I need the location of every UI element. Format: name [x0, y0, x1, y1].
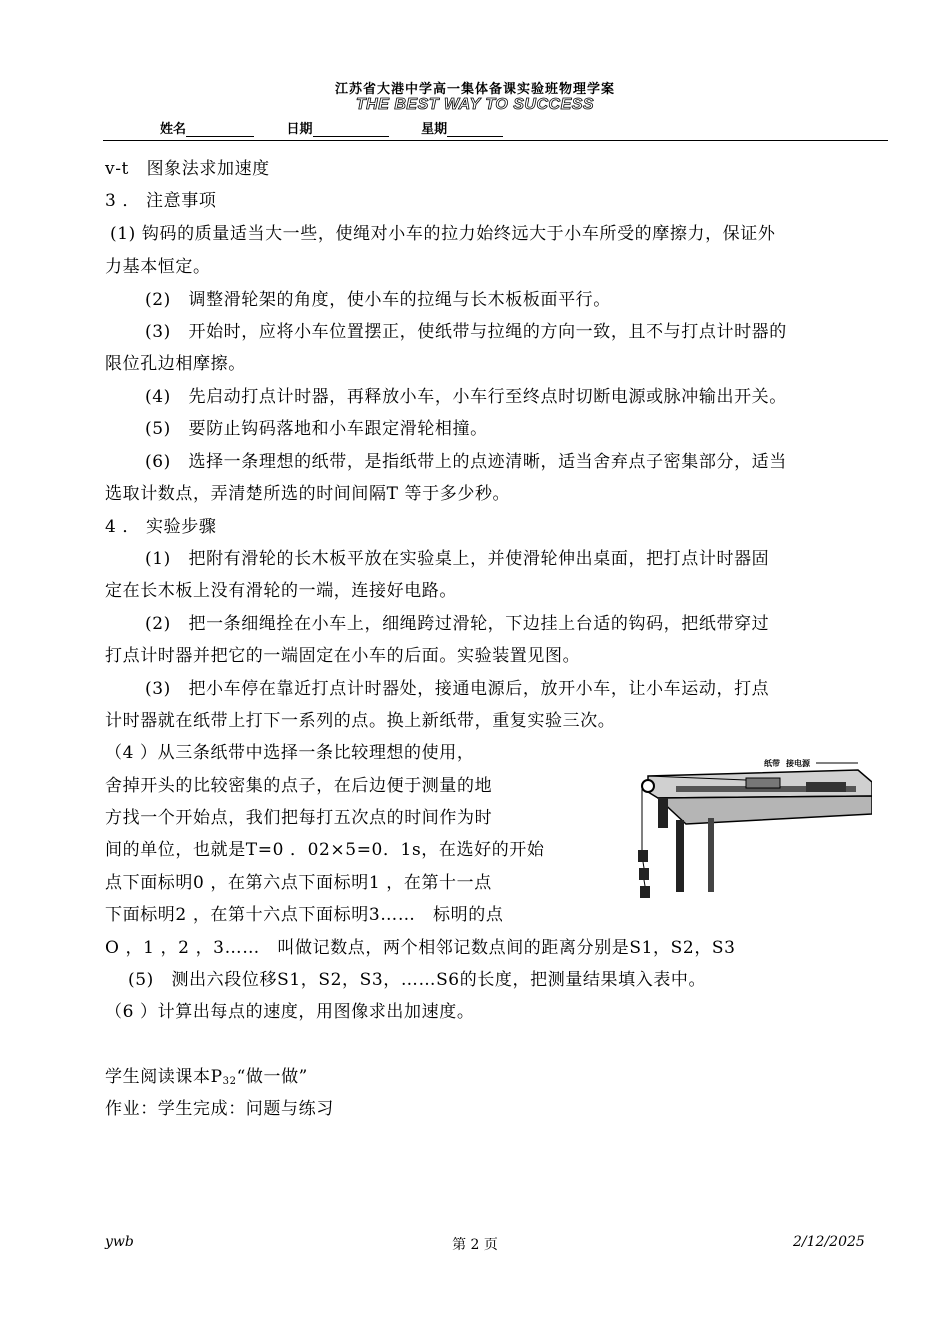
- pulley: [642, 780, 654, 792]
- paragraph-line: 打点计时器并把它的一端固定在小车的后面。实验装置见图。: [105, 646, 581, 666]
- date-label: 日期: [286, 122, 313, 137]
- weekday-blank: [447, 122, 503, 137]
- paragraph-line: (3) 开始时，应将小车位置摆正，使纸带与拉绳的方向一致，且不与打点计时器的: [145, 322, 787, 342]
- footer-date: 2/12/2025: [793, 1234, 865, 1250]
- reading-note-quote: “做一做”: [236, 1067, 308, 1087]
- footer-page-number: 第 2 页: [452, 1237, 498, 1253]
- weight-link: [644, 880, 645, 886]
- header-title: 江苏省大港中学高一集体备课实验班物理学案: [334, 82, 615, 97]
- paragraph-line: 下面标明2 ，在第十六点下面标明3…… 标明的点: [105, 905, 504, 925]
- paragraph-line: (2) 调整滑轮架的角度，使小车的拉绳与长木板板面平行。: [145, 290, 611, 310]
- table-top: [658, 796, 872, 824]
- paragraph-line: (1) 钩码的质量适当大一些，使绳对小车的拉力始终远大于小车所受的摩擦力，保证外: [110, 224, 776, 244]
- paragraph-line: 间的单位，也就是T=0 ．02×5=0．1s，在选好的开始: [105, 840, 545, 860]
- section-heading: 4 ． 实验步骤: [105, 517, 217, 537]
- header-rule: [103, 140, 888, 141]
- paragraph-line: 计时器就在纸带上打下一系列的点。换上新纸带，重复实验三次。: [105, 711, 616, 731]
- paragraph-line: O ，1 ，2 ，3…… 叫做记数点，两个相邻记数点间的距离分别是S1，S2，S3: [105, 938, 736, 958]
- weight-link: [643, 862, 644, 868]
- hook-weight: [639, 868, 649, 880]
- paragraph-line: （4 ）从三条纸带中选择一条比较理想的使用，: [105, 743, 475, 763]
- header-fields: [160, 118, 531, 137]
- paragraph-line: 方找一个开始点，我们把每打五次点的时间作为时: [105, 808, 493, 828]
- table-leg-front: [676, 820, 684, 892]
- hook-weight: [640, 886, 650, 898]
- paragraph-line: (1) 把附有滑轮的长木板平放在实验桌上，并使滑轮伸出桌面，把打点计时器固: [145, 549, 770, 569]
- apparatus-figure: [636, 752, 872, 912]
- footer-author: ywb: [105, 1234, 134, 1250]
- hook-weight: [638, 850, 648, 862]
- reading-note-text: 学生阅读课本P: [105, 1067, 223, 1087]
- paragraph-line: (2) 把一条细绳拴在小车上，细绳跨过滑轮，下边挂上台适的钩码，把纸带穿过: [145, 614, 770, 634]
- paragraph-line: (5) 要防止钩码落地和小车跟定滑轮相撞。: [145, 419, 488, 439]
- paragraph-line: 力基本恒定。: [105, 257, 211, 277]
- paragraph-line: （6 ）计算出每点的速度，用图像求出加速度。: [105, 1002, 475, 1022]
- timer: [806, 782, 846, 792]
- cart: [746, 778, 780, 788]
- table-leg-back: [708, 818, 714, 892]
- header-motto: THE BEST WAY TO SUCCESS: [355, 96, 595, 113]
- section-heading: 3 ． 注意事项: [105, 191, 217, 211]
- reading-note: [105, 1066, 308, 1093]
- figure-label-tape: 纸带: [764, 759, 780, 768]
- paragraph-line: 点下面标明0 ，在第六点下面标明1 ，在第十一点: [105, 873, 492, 893]
- paragraph-line: (6) 选择一条理想的纸带，是指纸带上的点迹清晰，适当舍弃点子密集部分，适当: [145, 452, 787, 472]
- date-blank: [313, 122, 389, 137]
- board-leg: [658, 798, 668, 828]
- paragraph-line: (5) 测出六段位移S1，S2，S3，……S6的长度，把测量结果填入表中。: [128, 970, 707, 990]
- weekday-label: 星期: [421, 122, 448, 137]
- paragraph-line: 选取计数点，弄清楚所选的时间间隔T 等于多少秒。: [105, 484, 511, 504]
- homework-line: 作业：学生完成：问题与练习: [105, 1099, 334, 1119]
- paragraph-line: (3) 把小车停在靠近打点计时器处，接通电源后，放开小车，让小车运动，打点: [145, 679, 770, 699]
- page-ref-subscript: 32: [222, 1076, 237, 1087]
- paragraph-line: 限位孔边相摩擦。: [105, 354, 246, 374]
- paragraph-line: 定在长木板上没有滑轮的一端，连接好电路。: [105, 581, 457, 601]
- paragraph-line: 舍掉开头的比较密集的点子，在后边便于测量的地: [105, 776, 493, 796]
- paragraph-line: (4) 先启动打点计时器，再释放小车，小车行至终点时切断电源或脉冲输出开关。: [145, 387, 787, 407]
- figure-label-power: 接电源: [786, 759, 810, 768]
- name-label: 姓名: [160, 122, 187, 137]
- name-blank: [186, 122, 254, 137]
- section-heading: v-t 图象法求加速度: [105, 159, 270, 179]
